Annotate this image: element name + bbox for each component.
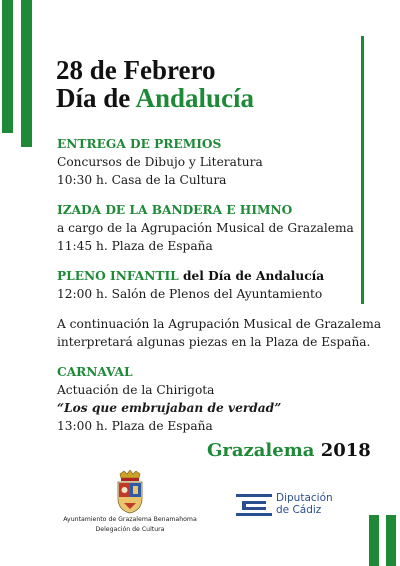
section-continuacion: [57, 315, 381, 351]
section-carnaval: [57, 363, 281, 435]
section-pleno: [57, 267, 324, 303]
section-line: 13:00 h. Plaza de España: [57, 419, 213, 433]
diputacion-line-1: Diputación: [276, 492, 333, 504]
section-heading-suffix: del Día de Andalucía: [178, 269, 325, 283]
section-line: Concursos de Dibujo y Literatura: [57, 155, 263, 169]
section-heading-main: PLENO INFANTIL: [57, 269, 179, 283]
section-line: a cargo de la Agrupación Musical de Grazalema: [57, 221, 354, 235]
section-premios: [57, 135, 263, 189]
section-line: A continuación la Agrupación Musical de Grazalema: [57, 317, 382, 331]
diputacion-line-2: de Cádiz: [276, 504, 322, 516]
section-line: 11:45 h. Plaza de España: [57, 239, 213, 253]
green-stripe-left-2: [21, 0, 32, 147]
chirigota-name: “Los que embrujaban de verdad”: [57, 401, 282, 415]
section-heading: [57, 267, 324, 285]
diputacion-emblem-icon: [236, 492, 272, 518]
coat-of-arms-icon: [112, 470, 148, 514]
section-line: 12:00 h. Salón de Plenos del Ayuntamiento: [57, 287, 323, 301]
title-day: [56, 84, 254, 112]
title-date: 28 de Febrero: [56, 55, 216, 85]
green-stripe-bottom-1: [369, 515, 379, 566]
section-heading: CARNAVAL: [57, 365, 133, 379]
green-stripe-right-thin: [361, 36, 364, 304]
diputacion-name: [276, 492, 333, 516]
green-stripe-left-1: [2, 0, 13, 133]
footer-town: Grazalema: [207, 440, 315, 461]
section-line: interpretará algunas piezas en la Plaza de España.: [57, 335, 371, 349]
ayuntamiento-delegation: Delegación de Cultura: [95, 526, 165, 533]
ayuntamiento-name: Ayuntamiento de Grazalema Benamahoma: [63, 516, 197, 523]
page-title: [56, 56, 254, 112]
ayuntamiento-logo: [60, 470, 200, 534]
section-line: Actuación de la Chirigota: [57, 383, 215, 397]
section-heading: ENTREGA DE PREMIOS: [57, 137, 222, 151]
section-heading: IZADA DE LA BANDERA E HIMNO: [57, 203, 293, 217]
title-day-prefix: Día de: [56, 83, 136, 113]
section-izada: [57, 201, 354, 255]
diputacion-logo: [236, 492, 356, 520]
footer-town-year: [207, 440, 371, 461]
section-line: 10:30 h. Casa de la Cultura: [57, 173, 227, 187]
green-stripe-bottom-2: [386, 515, 396, 566]
title-day-highlight: Andalucía: [135, 83, 255, 113]
footer-year: 2018: [320, 440, 371, 461]
